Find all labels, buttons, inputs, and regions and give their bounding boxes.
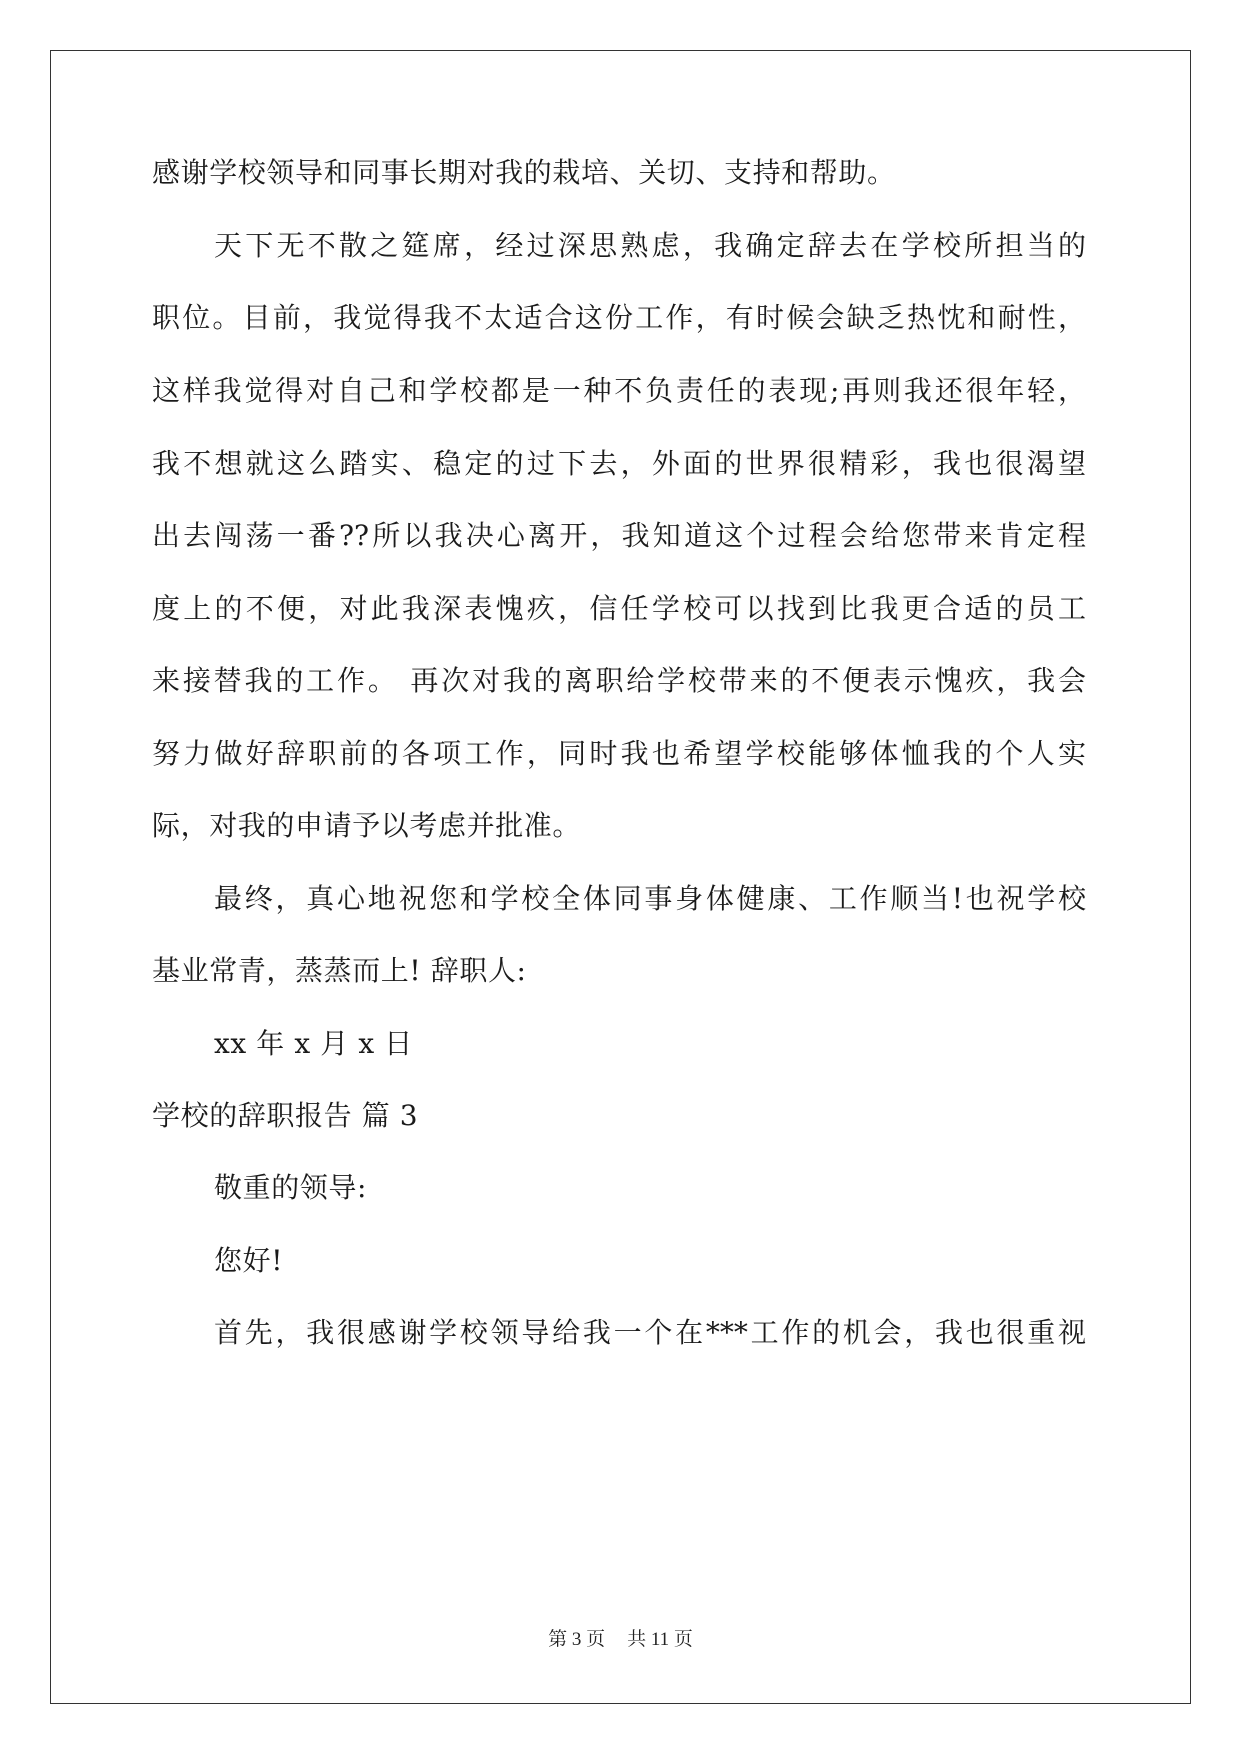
body-line-5: 我不想就这么踏实、稳定的过下去，外面的世界很精彩，我也很渴望	[152, 447, 1086, 480]
page-total: 共 11 页	[627, 1629, 693, 1650]
body-line-6: 出去闯荡一番??所以我决心离开，我知道这个过程会给您带来肯定程	[152, 519, 1086, 552]
greeting: 您好!	[214, 1244, 284, 1277]
date-line: xx 年 x 月 x 日	[214, 1027, 413, 1060]
body-line-7: 度上的不便，对此我深表愧疚，信任学校可以找到比我更合适的员工	[152, 592, 1086, 625]
body-line-11: 最终，真心地祝您和学校全体同事身体健康、工作顺当!也祝学校	[214, 882, 1086, 915]
signature-line: 基业常青，蒸蒸而上! 辞职人:	[152, 954, 527, 987]
salutation: 敬重的领导:	[214, 1171, 368, 1204]
body-line-9: 努力做好辞职前的各项工作，同时我也希望学校能够体恤我的个人实	[152, 737, 1086, 770]
page-footer	[0, 1628, 1241, 1652]
body-line-2: 天下无不散之筵席，经过深思熟虑，我确定辞去在学校所担当的	[214, 229, 1086, 262]
body-line-8: 来接替我的工作。 再次对我的离职给学校带来的不便表示愧疚，我会	[152, 664, 1086, 697]
body-line-4: 这样我觉得对自己和学校都是一种不负责任的表现;再则我还很年轻，	[152, 374, 1086, 407]
body-line-1: 感谢学校领导和同事长期对我的栽培、关切、支持和帮助。	[152, 156, 896, 189]
page-number: 第 3 页	[548, 1629, 606, 1650]
body-line-3: 职位。目前，我觉得我不太适合这份工作，有时候会缺乏热忱和耐性，	[152, 301, 1086, 334]
body-line-last: 首先，我很感谢学校领导给我一个在***工作的机会，我也很重视	[214, 1316, 1086, 1349]
body-line-10: 际，对我的申请予以考虑并批准。	[152, 809, 582, 842]
page-border	[50, 50, 1191, 1704]
section-heading: 学校的辞职报告 篇 3	[152, 1099, 419, 1132]
